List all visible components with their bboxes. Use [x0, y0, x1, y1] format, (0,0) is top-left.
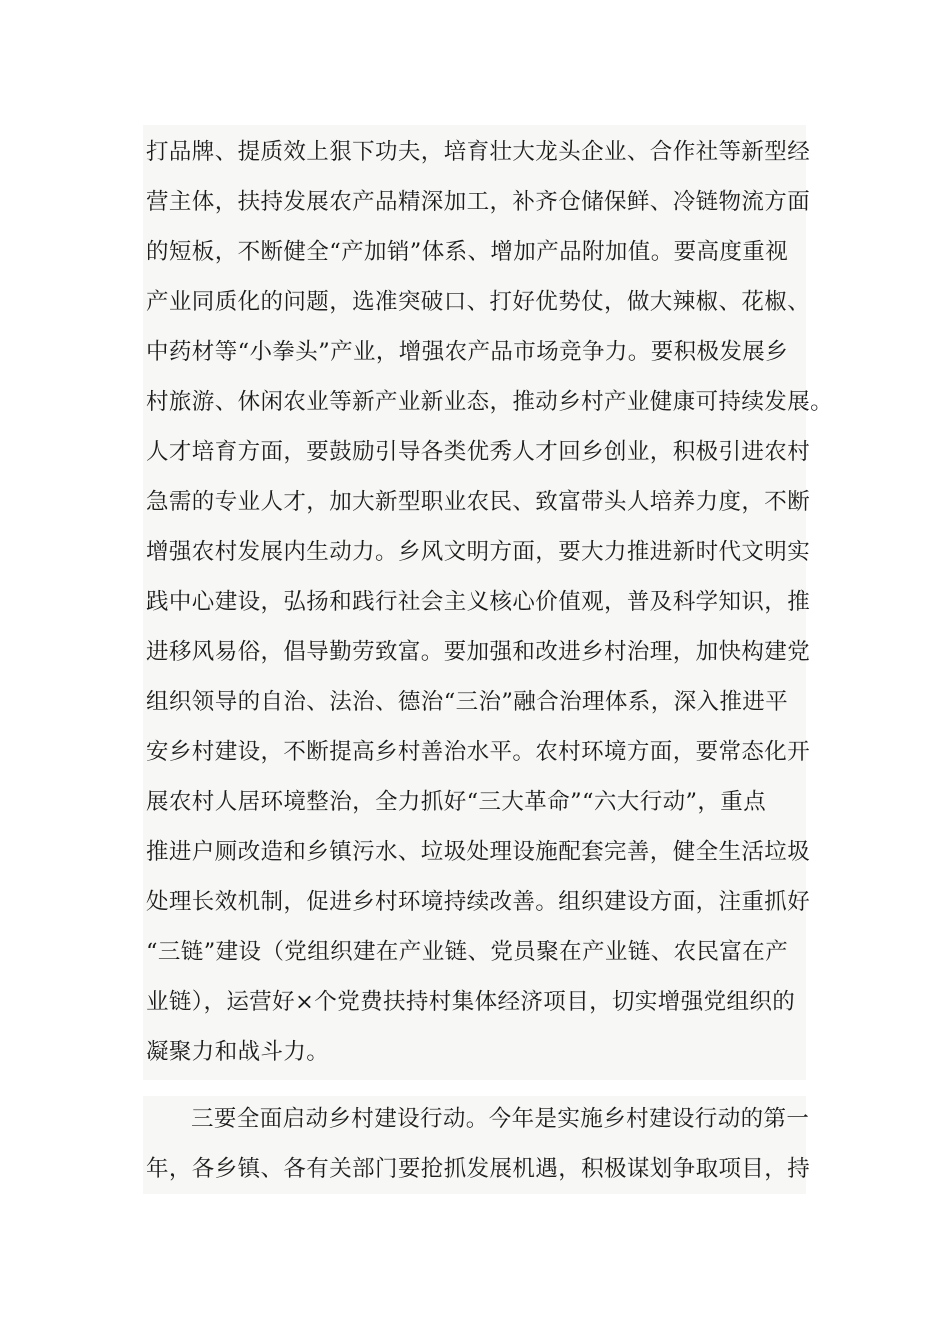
text-line: 打品牌、提质效上狠下功夫，培育壮大龙头企业、合作社等新型经 [146, 139, 811, 165]
text-line: 的短板，不断健全“产加销”体系、增加产品附加值。要高度重视 [146, 239, 789, 265]
text-line: 中药材等“小拳头”产业，增强农产品市场竞争力。要积极发展乡 [146, 339, 789, 365]
paragraph-1 [143, 125, 834, 1080]
text-line: 展农村人居环境整治，全力抓好“三大革命”“六大行动”，重点 [146, 789, 767, 815]
text-line: “三链”建设（党组织建在产业链、党员聚在产业链、农民富在产 [146, 939, 789, 965]
text-line: 进移风易俗，倡导勤劳致富。要加强和改进乡村治理，加快构建党 [146, 639, 811, 665]
text-line: 践中心建设，弘扬和践行社会主义核心价值观，普及科学知识，推 [146, 589, 811, 615]
text-line: 处理长效机制，促进乡村环境持续改善。组织建设方面，注重抓好 [146, 889, 811, 915]
text-line: 人才培育方面，要鼓励引导各类优秀人才回乡创业，积极引进农村 [146, 439, 811, 465]
text-line: 三要全面启动乡村建设行动。今年是实施乡村建设行动的第一 [191, 1106, 810, 1132]
text-line: 业链），运营好×个党费扶持村集体经济项目，切实增强党组织的 [146, 989, 796, 1015]
text-line: 村旅游、休闲农业等新产业新业态，推动乡村产业健康可持续发展。 [146, 389, 834, 415]
text-line: 急需的专业人才，加大新型职业农民、致富带头人培养力度，不断 [146, 489, 811, 515]
text-line: 组织领导的自治、法治、德治“三治”融合治理体系，深入推进平 [146, 689, 789, 715]
text-line: 产业同质化的问题，选准突破口、打好优势仗，做大辣椒、花椒、 [146, 289, 811, 315]
text-line: 凝聚力和战斗力。 [146, 1039, 330, 1065]
text-line: 年，各乡镇、各有关部门要抢抓发展机遇，积极谋划争取项目，持 [146, 1156, 811, 1182]
text-line: 增强农村发展内生动力。乡风文明方面，要大力推进新时代文明实 [146, 539, 811, 565]
text-line: 营主体，扶持发展农产品精深加工，补齐仓储保鲜、冷链物流方面 [146, 189, 811, 215]
text-line: 推进户厕改造和乡镇污水、垃圾处理设施配套完善，健全生活垃圾 [146, 839, 811, 865]
text-line: 安乡村建设，不断提高乡村善治水平。农村环境方面，要常态化开 [146, 739, 811, 765]
paragraph-2 [143, 1096, 811, 1194]
